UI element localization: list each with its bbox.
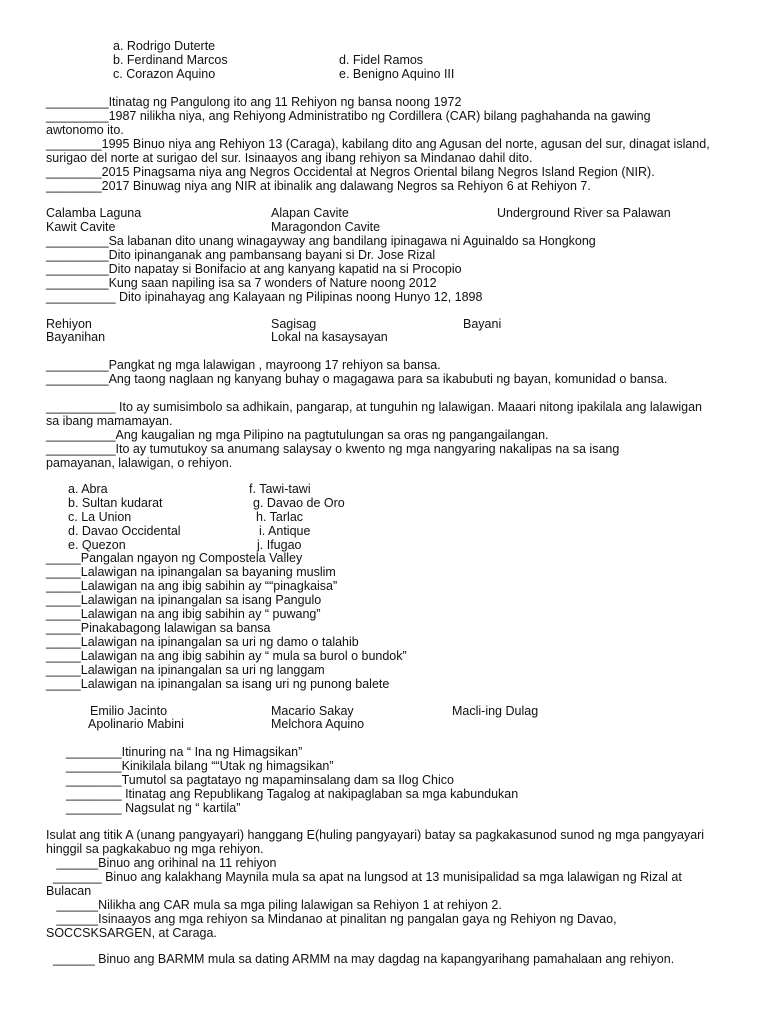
s4-item-2: _____Lalawigan na ipinangalan sa bayaning muslim xyxy=(46,565,336,579)
province-j-ifugao: j. Ifugao xyxy=(257,538,302,552)
s2-item-1: _________Sa labanan dito unang winagayway ang bandilang ipinagawa ni Aguinaldo sa Hongkong xyxy=(46,234,596,248)
s5-item-5: ________ Nagsulat ng “ kartila” xyxy=(66,801,241,815)
s4-item-3: _____Lalawigan na ang ibig sabihin ay ““pinagkaisa” xyxy=(46,579,338,593)
s1-item-1: _________Itinatag ng Pangulong ito ang 11 Rehiyon ng bansa noong 1972 xyxy=(46,95,462,109)
s1-item-5: ________2017 Binuwag niya ang NIR at ibinalik ang dalawang Negros sa Rehiyon 6 at Rehiyon 7. xyxy=(46,179,591,193)
place-calamba: Calamba Laguna xyxy=(46,206,142,220)
s2-item-2: _________Dito ipinanganak ang pambansang bayani si Dr. Jose Rizal xyxy=(46,248,436,262)
province-g-davao-de-oro: g. Davao de Oro xyxy=(253,496,345,510)
province-e-quezon: e. Quezon xyxy=(68,538,126,552)
s4-item-7: _____Lalawigan na ipinangalan sa uri ng damo o talahib xyxy=(46,635,359,649)
s3-item-2: _________Ang taong naglaan ng kanyang buhay o magagawa para sa ikabubuti ng bayan, komunidad o bansa. xyxy=(46,372,668,386)
province-f-tawi-tawi: f. Tawi-tawi xyxy=(249,482,311,496)
province-a-abra: a. Abra xyxy=(68,482,108,496)
s4-item-1: _____Pangalan ngayon ng Compostela Valley xyxy=(46,551,303,565)
choice-b-marcos: b. Ferdinand Marcos xyxy=(113,53,228,67)
s1-item-3: ________1995 Binuo niya ang Rehiyon 13 (Caraga), kabilang dito ang Agusan del norte, agusan del sur, dinagat island, surigao del norte at surigao del sur. Isinaayos ang ibang rehiyon sa Mindanao dahil dito. xyxy=(46,137,710,165)
hero-melchora-aquino: Melchora Aquino xyxy=(271,717,365,731)
term-rehiyon: Rehiyon xyxy=(46,317,92,331)
place-underground-river: Underground River sa Palawan xyxy=(497,206,671,220)
ordering-instruction: Isulat ang titik A (unang pangyayari) hanggang E(huling pangyayari) batay sa pagkakasunod sunod ng mga pangyayari hinggil sa pagkakabuo ng mga rehiyon. xyxy=(46,828,705,856)
s2-item-4: _________Kung saan napiling isa sa 7 wonders of Nature noong 2012 xyxy=(46,276,437,290)
hero-macli-ing-dulag: Macli-ing Dulag xyxy=(452,704,539,718)
s3-item-3: __________ Ito ay sumisimbolo sa adhikain, pangarap, at tunguhin ng lalawigan. Maaari nitong ipakilala ang lalawigan sa ibang mamamayan. xyxy=(46,400,702,428)
province-b-sultan-kudarat: b. Sultan kudarat xyxy=(68,496,163,510)
s2-item-3: _________Dito napatay si Bonifacio at ang kanyang kapatid na si Procopio xyxy=(46,262,462,276)
term-lokal-na-kasaysayan: Lokal na kasaysayan xyxy=(271,330,388,344)
s1-item-2: _________1987 nilikha niya, ang Rehiyong Administratibo ng Cordillera (CAR) bilang paghahanda na gawing awtonomo ito. xyxy=(46,109,651,137)
province-c-la-union: c. La Union xyxy=(68,510,132,524)
term-sagisag: Sagisag xyxy=(271,317,317,331)
s5-item-1: ________Itinuring na “ Ina ng Himagsikan” xyxy=(66,745,303,759)
s1-item-4: ________2015 Pinagsama niya ang Negros Occidental at Negros Oriental bilang Negros Island Region (NIR). xyxy=(46,165,655,179)
s3-item-4: __________Ang kaugalian ng mga Pilipino na pagtutulungan sa oras ng pangangailangan. xyxy=(46,428,549,442)
s4-item-6: _____Pinakabagong lalawigan sa bansa xyxy=(46,621,271,635)
s6-item-2: _______ Binuo ang kalakhang Maynila mula sa apat na lungsod at 13 munisipalidad sa mga lalawigan ng Rizal at Bulacan xyxy=(46,870,686,898)
s6-item-5: ______ Binuo ang BARMM mula sa dating ARMM na may dagdag na kapangyarihang pamahalaan ang rehiyon. xyxy=(46,952,675,966)
choice-d-ramos: d. Fidel Ramos xyxy=(339,53,424,67)
hero-macario-sakay: Macario Sakay xyxy=(271,704,354,718)
s3-item-5: __________Ito ay tumutukoy sa anumang salaysay o kwento ng mga nangyaring nakalipas na sa isang pamayanan, lalawigan, o rehiyon. xyxy=(46,442,620,470)
s6-item-4: ______Isinaayos ang mga rehiyon sa Mindanao at pinalitan ng pangalan gaya ng Rehiyon ng Davao, SOCCSKSARGEN, at Caraga. xyxy=(46,912,621,940)
choice-a-duterte: a. Rodrigo Duterte xyxy=(113,39,216,53)
hero-emilio-jacinto: Emilio Jacinto xyxy=(90,704,168,718)
s4-item-8: _____Lalawigan na ang ibig sabihin ay “ mula sa burol o bundok” xyxy=(46,649,407,663)
place-kawit: Kawit Cavite xyxy=(46,220,116,234)
hero-apolinario-mabini: Apolinario Mabini xyxy=(88,717,184,731)
s5-item-4: ________ Itinatag ang Republikang Tagalog at nakipaglaban sa mga kabundukan xyxy=(66,787,519,801)
place-maragondon: Maragondon Cavite xyxy=(271,220,381,234)
choice-e-noynoy-aquino: e. Benigno Aquino III xyxy=(339,67,455,81)
term-bayani: Bayani xyxy=(463,317,502,331)
province-h-tarlac: h. Tarlac xyxy=(256,510,304,524)
s4-item-4: _____Lalawigan na ipinangalan sa isang Pangulo xyxy=(46,593,322,607)
province-i-antique: i. Antique xyxy=(259,524,311,538)
s2-item-5: __________ Dito ipinahayag ang Kalayaan ng Pilipinas noong Hunyo 12, 1898 xyxy=(46,290,483,304)
s4-item-10: _____Lalawigan na ipinangalan sa isang uri ng punong balete xyxy=(46,677,390,691)
place-alapan: Alapan Cavite xyxy=(271,206,349,220)
s5-item-3: ________Tumutol sa pagtatayo ng mapaminsalang dam sa Ilog Chico xyxy=(66,773,454,787)
s4-item-9: _____Lalawigan na ipinangalan sa uri ng langgam xyxy=(46,663,325,677)
province-d-davao-occidental: d. Davao Occidental xyxy=(68,524,181,538)
term-bayanihan: Bayanihan xyxy=(46,330,106,344)
s6-item-1: ______Binuo ang orihinal na 11 rehiyon xyxy=(46,856,277,870)
choice-c-cory-aquino: c. Corazon Aquino xyxy=(113,67,216,81)
s4-item-5: _____Lalawigan na ang ibig sabihin ay “ puwang” xyxy=(46,607,321,621)
s6-item-3: ______Nilikha ang CAR mula sa mga piling lalawigan sa Rehiyon 1 at rehiyon 2. xyxy=(46,898,502,912)
s5-item-2: ________Kinikilala bilang ““Utak ng himagsikan” xyxy=(66,759,334,773)
s3-item-1: _________Pangkat ng mga lalawigan , mayroong 17 rehiyon sa bansa. xyxy=(46,358,441,372)
